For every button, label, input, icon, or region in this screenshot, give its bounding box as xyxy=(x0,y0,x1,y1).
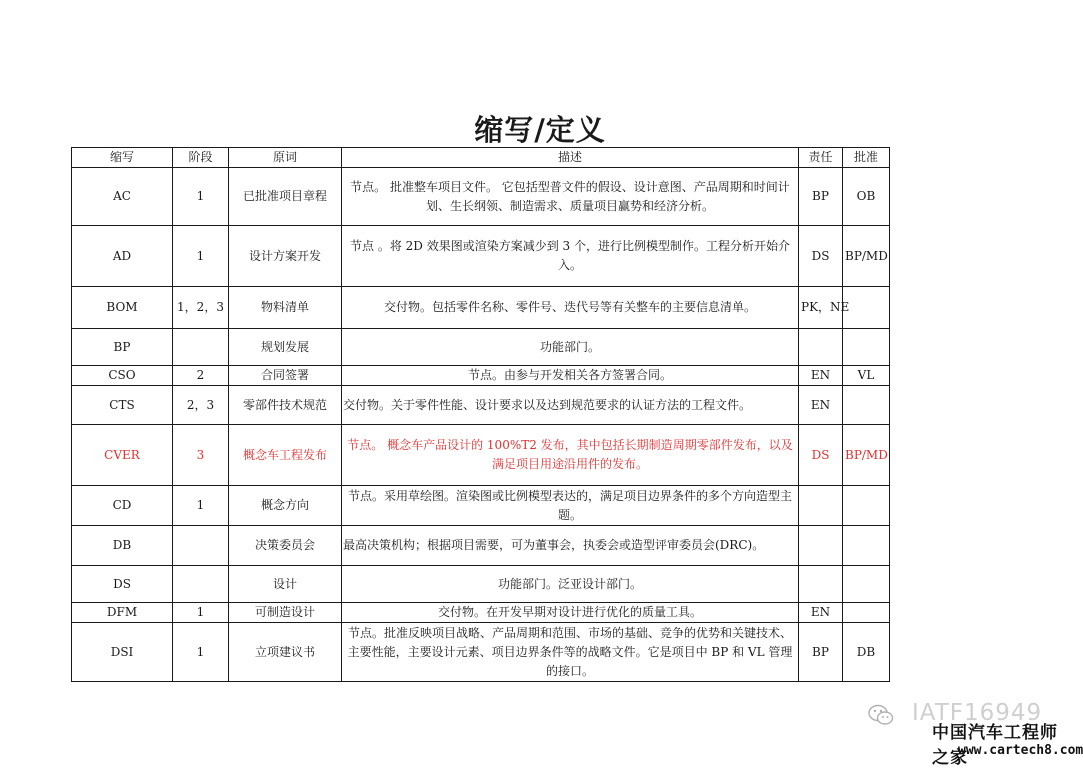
table-header-row xyxy=(72,148,890,168)
cell-stage xyxy=(173,566,229,603)
cell-resp: EN xyxy=(799,603,843,623)
table-row xyxy=(72,168,890,226)
cell-resp: EN xyxy=(799,366,843,386)
cell-abbr: DFM xyxy=(72,603,173,623)
table-row xyxy=(72,366,890,386)
cell-approve: BP/MD xyxy=(843,226,890,287)
cell-resp: BP xyxy=(799,168,843,226)
watermark xyxy=(868,700,1083,768)
cell-abbr: BOM xyxy=(72,287,173,329)
watermark-faint-text: IATF16949 xyxy=(912,700,1043,726)
cell-approve xyxy=(843,386,890,425)
table-row xyxy=(72,526,890,566)
cell-term: 概念车工程发布 xyxy=(229,425,342,486)
table-row xyxy=(72,603,890,623)
cell-desc: 交付物。在开发早期对设计进行优化的质量工具。 xyxy=(342,603,799,623)
cell-stage: 2 xyxy=(173,366,229,386)
cell-approve xyxy=(843,603,890,623)
header-approve: 批准 xyxy=(843,148,890,168)
cell-stage: 1，2，3 xyxy=(173,287,229,329)
cell-abbr: AC xyxy=(72,168,173,226)
page-title: 缩写/定义 xyxy=(474,113,606,147)
cell-resp xyxy=(799,329,843,366)
header-abbr: 缩写 xyxy=(72,148,173,168)
cell-stage xyxy=(173,329,229,366)
cell-desc: 节点。 概念车产品设计的 100%T2 发布，其中包括长期制造周期零部件发布，以及满足项目用途沿用件的发布。 xyxy=(342,425,799,486)
table-row xyxy=(72,486,890,526)
cell-desc: 最高决策机构；根据项目需要，可为董事会，执委会或造型评审委员会(DRC)。 xyxy=(342,526,799,566)
cell-desc: 节点。由参与开发相关各方签署合同。 xyxy=(342,366,799,386)
cell-abbr: DS xyxy=(72,566,173,603)
cell-term: 决策委员会 xyxy=(229,526,342,566)
cell-abbr: CTS xyxy=(72,386,173,425)
cell-term: 概念方向 xyxy=(229,486,342,526)
cell-abbr: CD xyxy=(72,486,173,526)
cell-desc: 功能部门。泛亚设计部门。 xyxy=(342,566,799,603)
table-row xyxy=(72,386,890,425)
cell-abbr: CVER xyxy=(72,425,173,486)
cell-stage: 1 xyxy=(173,486,229,526)
cell-resp xyxy=(799,486,843,526)
cell-term: 立项建议书 xyxy=(229,623,342,682)
wechat-icon xyxy=(868,704,894,726)
header-stage: 阶段 xyxy=(173,148,229,168)
cell-resp: EN xyxy=(799,386,843,425)
cell-stage: 1 xyxy=(173,168,229,226)
cell-abbr: CSO xyxy=(72,366,173,386)
cell-abbr: BP xyxy=(72,329,173,366)
cell-stage: 2，3 xyxy=(173,386,229,425)
table-row-highlighted xyxy=(72,425,890,486)
cell-approve xyxy=(843,329,890,366)
table-row xyxy=(72,566,890,603)
cell-desc: 节点。 批准整车项目文件。 它包括型普文件的假设、设计意图、产品周期和时间计划、生长纲领、制造需求、质量项目赢势和经济分析。 xyxy=(342,168,799,226)
cell-desc: 交付物。包括零件名称、零件号、迭代号等有关整车的主要信息清单。 xyxy=(342,287,799,329)
cell-stage: 3 xyxy=(173,425,229,486)
cell-term: 设计方案开发 xyxy=(229,226,342,287)
cell-stage: 1 xyxy=(173,623,229,682)
cell-approve: VL xyxy=(843,366,890,386)
cell-desc: 节点。批准反映项目战略、产品周期和范围、市场的基础、竞争的优势和关键技术、主要性能，主要设计元素、项目边界条件等的战略文件。它是项目中 BP 和 VL 管理的接口。 xyxy=(342,623,799,682)
header-resp: 责任 xyxy=(799,148,843,168)
definitions-table xyxy=(71,147,890,682)
cell-term: 物料清单 xyxy=(229,287,342,329)
cell-approve xyxy=(843,287,890,329)
cell-desc: 交付物。关于零件性能、设计要求以及达到规范要求的认证方法的工程文件。 xyxy=(342,386,799,425)
cell-approve: BP/MD xyxy=(843,425,890,486)
cell-resp xyxy=(799,566,843,603)
cell-abbr: DB xyxy=(72,526,173,566)
cell-term: 零部件技术规范 xyxy=(229,386,342,425)
cell-stage: 1 xyxy=(173,603,229,623)
watermark-site-name: 中国汽车工程师之家 xyxy=(932,723,1058,768)
cell-term: 已批准项目章程 xyxy=(229,168,342,226)
cell-abbr: AD xyxy=(72,226,173,287)
cell-abbr: DSI xyxy=(72,623,173,682)
cell-term: 规划发展 xyxy=(229,329,342,366)
cell-resp: BP xyxy=(799,623,843,682)
cell-term: 可制造设计 xyxy=(229,603,342,623)
cell-term: 合同签署 xyxy=(229,366,342,386)
table-row xyxy=(72,329,890,366)
cell-desc: 节点 。将 2D 效果图或渲染方案减少到 3 个，进行比例模型制作。工程分析开始介入。 xyxy=(342,226,799,287)
cell-resp: PK，NE xyxy=(799,287,843,329)
cell-approve: OB xyxy=(843,168,890,226)
table-row xyxy=(72,623,890,682)
cell-approve: DB xyxy=(843,623,890,682)
cell-stage: 1 xyxy=(173,226,229,287)
cell-approve xyxy=(843,526,890,566)
cell-approve xyxy=(843,566,890,603)
table-row xyxy=(72,226,890,287)
table-row xyxy=(72,287,890,329)
cell-resp xyxy=(799,526,843,566)
header-term: 原词 xyxy=(229,148,342,168)
cell-term: 设计 xyxy=(229,566,342,603)
cell-resp: DS xyxy=(799,226,843,287)
cell-stage xyxy=(173,526,229,566)
cell-desc: 节点。采用草绘图。渲染图或比例模型表达的，满足项目边界条件的多个方向造型主题。 xyxy=(342,486,799,526)
cell-desc: 功能部门。 xyxy=(342,329,799,366)
cell-approve xyxy=(843,486,890,526)
cell-resp: DS xyxy=(799,425,843,486)
header-desc: 描述 xyxy=(342,148,799,168)
watermark-url: www.cartech8.com xyxy=(958,743,1083,758)
